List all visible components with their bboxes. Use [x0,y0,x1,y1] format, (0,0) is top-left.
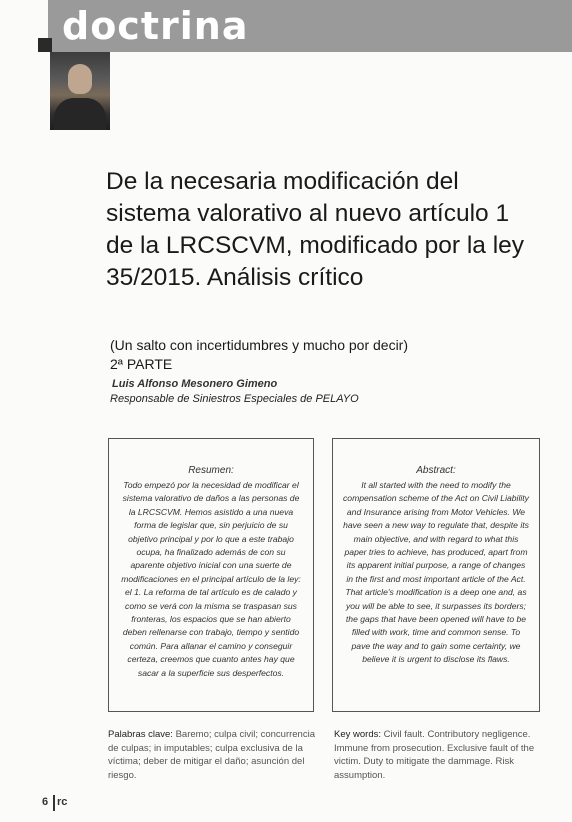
keywords-text-english: Civil fault. Contributory negligence. Immune from prosecution. Exclusive fault of the victim. Duty to mitigate the dammage. Risk assumption. [334,729,535,781]
abstract-heading-spanish: Resumen: [188,465,234,476]
page-number: 6 [42,796,49,808]
author-photo [50,52,110,130]
section-label: doctrina [62,4,249,48]
keywords-spanish [108,728,318,782]
abstract-box-spanish [108,438,314,712]
footer-divider [53,795,55,811]
article-subtitle: (Un salto con incertidumbres y mucho por decir) [110,337,409,353]
author-shoulders [54,98,106,130]
abstract-heading-english: Abstract: [416,465,456,476]
article-title: De la necesaria modificación del sistema valorativo al nuevo artículo 1 de la LRCSCVM, modificado por la ley 35/2015. Análisis crítico [106,168,525,291]
keywords-label-english: Key words: [334,729,381,740]
article-part: 2ª PARTE [110,356,173,372]
keywords-label-spanish: Palabras clave: [108,729,173,740]
author-face [68,64,92,94]
keywords-english [334,728,546,782]
magazine-logo: rc [57,796,68,808]
abstract-body-english: It all started with the need to modify the compensation scheme of the Act on Civil Liability and Insurance arising from Motor Vehicles. We have seen a new way to regulate that, despite its main objective, and with regard to what this paper tries to achieve, has produced, apart from its apparent initial purpose, a range of changes in the first and most important article of the Act. That article's modification is a deep one and, as you will be able to see, it surpasses its borders; the gaps that have been opened will have to be filled with work, time and common sense. To pave the way and to gain some certainty, we believe it is urgent to disclose its flaws. [343,480,529,665]
keywords-text-spanish: Baremo; culpa civil; concurrencia de culpas; in imputables; culpa exclusiva de la víctima; deber de mitigar el daño; asunción del riesgo. [108,729,315,781]
author-role: Responsable de Siniestros Especiales de PELAYO [110,393,359,405]
author-name: Luis Alfonso Mesonero Gimeno [112,378,278,390]
abstract-box-english [332,438,540,712]
header-accent-square [38,38,52,52]
abstract-body-spanish: Todo empezó por la necesidad de modificar el sistema valorativo de daños a las personas de la LRCSCVM. Hemos asistido a una nueva forma de legislar que, sin perjuicio de su objetivo principal y por lo que a este trabajo ocupa, ha finalizado además de con su aparente objetivo inicial con una suerte de modificaciones en el principal artículo de la ley: el 1. La reforma de tal artículo es de calado y como se verá con la misma se traspasan sus fronteras, los espacios que se han abierto deben rellenarse con trabajo, tiempo y sentido común. Para allanar el camino y conseguir certeza, creemos que cuanto antes hay que sacar a la superficie sus desperfectos. [121,480,301,678]
